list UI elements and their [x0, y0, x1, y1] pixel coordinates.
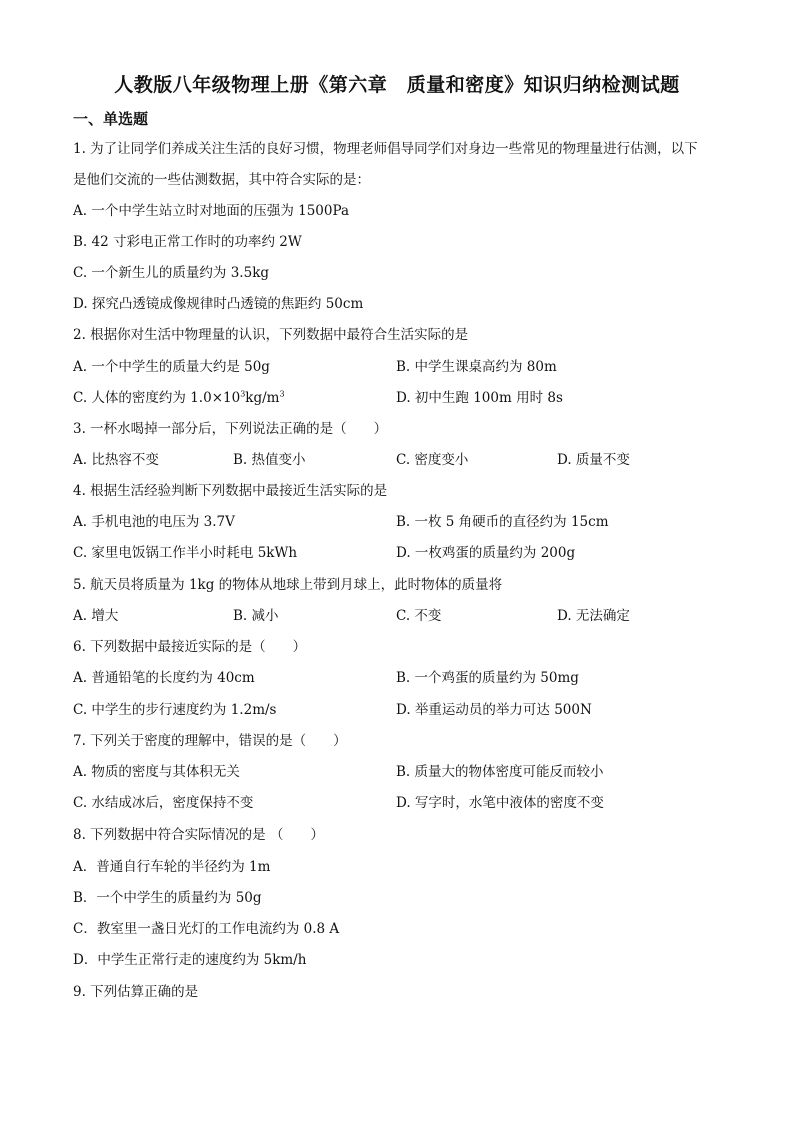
question-6-option-b: B. 一个鸡蛋的质量约为 50mg: [396, 670, 579, 686]
question-4-option-c: C. 家里电饭锅工作半小时耗电 5kWh: [73, 545, 298, 561]
question-2-option-c-text: C. 人体的密度约为 1.0×10: [73, 390, 241, 406]
question-3-stem: 3. 一杯水喝掉一部分后，下列说法正确的是（ ）: [73, 421, 388, 437]
question-8-option-c: C．教室里一盏日光灯的工作电流约为 0.8 A: [73, 921, 340, 937]
question-2-option-a: A. 一个中学生的质量大约是 50g: [73, 359, 270, 375]
question-5-option-a: A. 增大: [73, 608, 119, 624]
question-6-option-c: C. 中学生的步行速度约为 1.2m/s: [73, 702, 277, 718]
question-4-option-a: A. 手机电池的电压为 3.7V: [73, 514, 235, 530]
question-6-stem: 6. 下列数据中最接近实际的是（ ）: [73, 639, 307, 655]
question-4-option-b: B. 一枚 5 角硬币的直径约为 15cm: [396, 514, 609, 530]
question-5-stem: 5. 航天员将质量为 1kg 的物体从地球上带到月球上，此时物体的质量将: [73, 577, 503, 593]
question-8-option-b: B．一个中学生的质量约为 50g: [73, 890, 262, 906]
question-8-option-d: D．中学生正常行走的速度约为 5km/h: [73, 952, 307, 968]
question-3-option-a: A. 比热容不变: [73, 452, 159, 468]
question-6-option-a: A. 普通铅笔的长度约为 40cm: [73, 670, 255, 686]
section-heading: 一、单选题: [73, 110, 149, 128]
question-2-option-b: B. 中学生课桌高约为 80m: [396, 359, 557, 375]
question-7-stem: 7. 下列关于密度的理解中，错误的是（ ）: [73, 733, 347, 749]
question-3-option-c: C. 密度变小: [396, 452, 469, 468]
question-4-stem: 4. 根据生活经验判断下列数据中最接近生活实际的是: [73, 483, 388, 499]
question-3-option-b: B. 热值变小: [233, 452, 306, 468]
question-2-option-c-unit: kg/m: [245, 390, 280, 406]
question-2-option-d: D. 初中生跑 100m 用时 8s: [396, 390, 563, 406]
question-5-option-b: B. 减小: [233, 608, 279, 624]
question-5-option-c: C. 不变: [396, 608, 442, 624]
page-title: 人教版八年级物理上册《第六章 质量和密度》知识归纳检测试题: [114, 74, 680, 96]
question-2-option-c-exponent: 3: [240, 389, 246, 399]
question-7-option-b: B. 质量大的物体密度可能反而较小: [396, 764, 604, 780]
question-7-option-a: A. 物质的密度与其体积无关: [73, 764, 240, 780]
question-3-option-d: D. 质量不变: [557, 452, 630, 468]
question-1-option-d: D. 探究凸透镜成像规律时凸透镜的焦距约 50cm: [73, 296, 364, 312]
question-1-option-c: C. 一个新生儿的质量约为 3.5kg: [73, 265, 270, 281]
question-8-option-a: A．普通自行车轮的半径约为 1m: [73, 859, 271, 875]
question-1-option-b: B. 42 寸彩电正常工作时的功率约 2W: [73, 234, 302, 250]
question-6-option-d: D. 举重运动员的举力可达 500N: [396, 702, 592, 718]
question-5-option-d: D. 无法确定: [557, 608, 630, 624]
question-9-stem: 9. 下列估算正确的是: [73, 984, 199, 1000]
question-8-stem: 8. 下列数据中符合实际情况的是 （ ）: [73, 827, 324, 843]
question-2-option-c: [73, 388, 285, 408]
question-7-option-c: C. 水结成冰后，密度保持不变: [73, 795, 254, 811]
question-4-option-d: D. 一枚鸡蛋的质量约为 200g: [396, 545, 576, 561]
question-1-stem-line2: 是他们交流的一些估测数据，其中符合实际的是：: [73, 172, 370, 188]
question-2-option-c-unit-exponent: 3: [279, 389, 285, 399]
question-2-stem: 2. 根据你对生活中物理量的认识，下列数据中最符合生活实际的是: [73, 327, 469, 343]
question-1-option-a: A. 一个中学生站立时对地面的压强为 1500Pa: [73, 203, 350, 219]
question-1-stem-line1: 1. 为了让同学们养成关注生活的良好习惯，物理老师倡导同学们对身边一些常见的物理量进行估测，以下: [73, 141, 698, 157]
question-7-option-d: D. 写字时，水笔中液体的密度不变: [396, 795, 604, 811]
